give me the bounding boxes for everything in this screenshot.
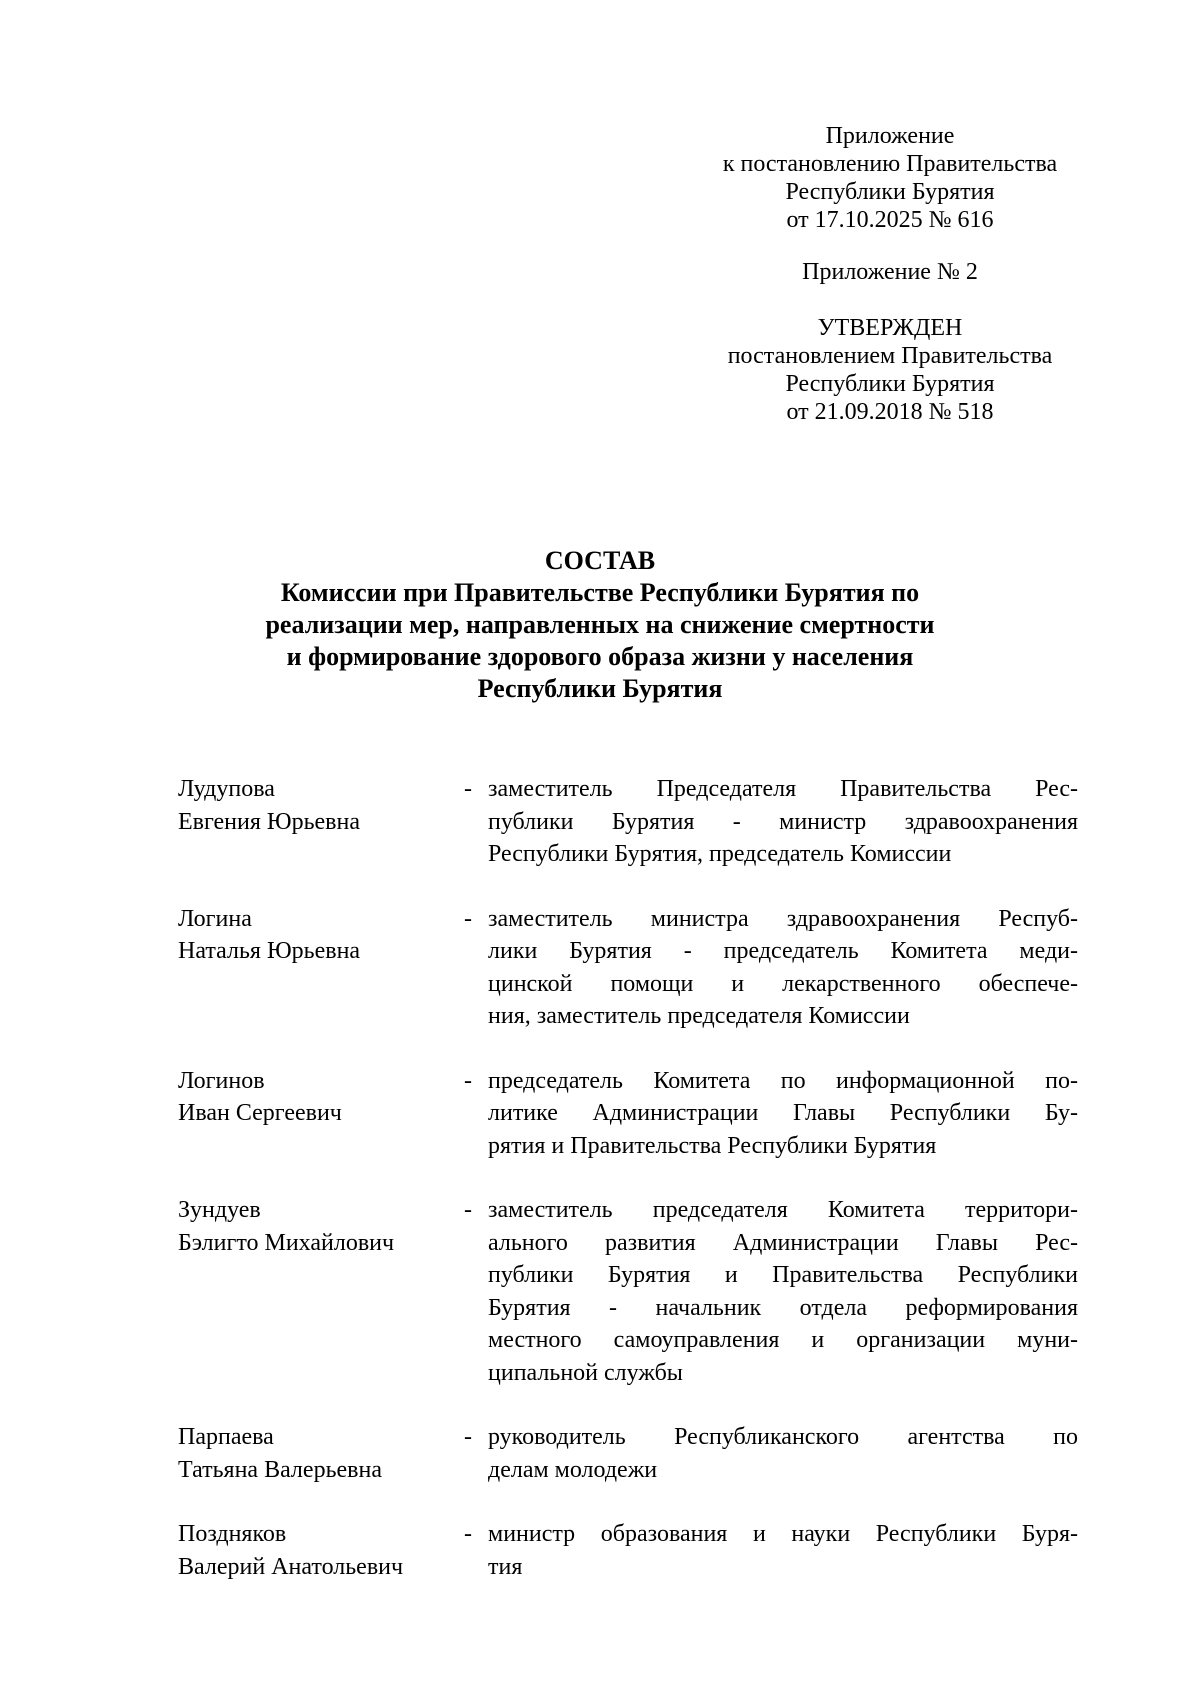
approval-line: УТВЕРЖДЕН: [817, 315, 963, 341]
appendix-header: [690, 122, 1090, 234]
member-name: [178, 1518, 458, 1583]
role-line: председатель Комитета по информационной по-: [488, 1067, 1078, 1094]
role-line: литике Администрации Главы Республики Бу-: [488, 1100, 1078, 1126]
role-line: рятия и Правительства Республики Бурятия: [488, 1132, 937, 1159]
member-given-name: Бэлигто Михайлович: [178, 1229, 395, 1256]
member-role: [488, 903, 1078, 1033]
member-dash: -: [464, 1521, 472, 1547]
approval-stamp: [690, 314, 1090, 426]
approval-line: Республики Бурятия: [785, 371, 995, 397]
appendix-header-line: Республики Бурятия: [785, 179, 995, 205]
role-line: ципальной службы: [488, 1359, 683, 1386]
appendix-header-line: Приложение: [825, 123, 955, 149]
role-line: руководитель Республиканского агентства по: [488, 1424, 1078, 1450]
member-given-name: Наталья Юрьевна: [178, 938, 361, 964]
title-line: Комиссии при Правительстве Республики Бурятия по: [280, 578, 920, 607]
role-line: делам молодежи: [488, 1456, 658, 1483]
title-line: СОСТАВ: [544, 546, 656, 575]
document-title: [150, 545, 1050, 705]
member-name: [178, 1194, 458, 1259]
member-role: [488, 1518, 1078, 1583]
member-given-name: Иван Сергеевич: [178, 1100, 342, 1126]
role-line: министр образования и науки Республики Буря-: [488, 1521, 1078, 1547]
member-dash: -: [464, 1197, 472, 1223]
role-line: публики Бурятия и Правительства Республики: [488, 1262, 1078, 1288]
approval-line: от 21.09.2018 № 518: [786, 399, 994, 425]
member-role: [488, 1194, 1078, 1389]
member-entry: [178, 903, 1078, 1033]
approval-line: постановлением Правительства: [727, 343, 1053, 369]
member-name: [178, 1421, 458, 1486]
role-line: цинской помощи и лекарственного обеспече-: [488, 970, 1078, 997]
member-given-name: Евгения Юрьевна: [178, 808, 360, 835]
role-line: Бурятия - начальник отдела реформирования: [488, 1294, 1078, 1321]
member-dash: -: [464, 1424, 472, 1450]
role-line: ния, заместитель председателя Комиссии: [488, 1003, 910, 1029]
appendix-header-line: от 17.10.2025 № 616: [786, 207, 994, 233]
member-dash: -: [464, 1067, 472, 1094]
member-role: [488, 1065, 1078, 1163]
member-role: [488, 773, 1078, 871]
member-surname: Парпаева: [178, 1424, 274, 1450]
role-line: лики Бурятия - председатель Комитета меди-: [488, 938, 1078, 964]
member-name: [178, 1065, 458, 1130]
member-entry: [178, 1518, 1078, 1583]
member-name: [178, 903, 458, 968]
role-line: тия: [488, 1553, 523, 1580]
role-line: публики Бурятия - министр здравоохранения: [488, 808, 1078, 835]
role-line: заместитель председателя Комитета территори-: [488, 1197, 1078, 1223]
appendix-number-text: Приложение № 2: [802, 259, 978, 285]
member-surname: Поздняков: [178, 1521, 287, 1547]
member-dash: -: [464, 776, 472, 802]
role-line: ального развития Администрации Главы Рес-: [488, 1229, 1078, 1256]
member-surname: Логина: [178, 905, 252, 932]
member-given-name: Татьяна Валерьевна: [178, 1456, 382, 1483]
member-entry: [178, 1421, 1078, 1486]
member-entry: [178, 1194, 1078, 1389]
title-line: реализации мер, направленных на снижение смертности: [265, 610, 935, 639]
role-line: заместитель Председателя Правительства Рес-: [488, 776, 1078, 802]
member-entry: [178, 1065, 1078, 1163]
appendix-number: [690, 258, 1090, 286]
commission-members-list: [178, 773, 1078, 1615]
role-line: Республики Бурятия, председатель Комиссии: [488, 841, 952, 867]
appendix-header-line: к постановлению Правительства: [722, 151, 1058, 177]
role-line: заместитель министра здравоохранения Респуб-: [488, 905, 1078, 932]
role-line: местного самоуправления и организации муни-: [488, 1327, 1078, 1353]
member-role: [488, 1421, 1078, 1486]
member-surname: Логинов: [178, 1067, 265, 1094]
member-surname: Зундуев: [178, 1197, 261, 1223]
title-line: Республики Бурятия: [477, 674, 723, 703]
member-given-name: Валерий Анатольевич: [178, 1553, 404, 1580]
member-dash: -: [464, 905, 472, 932]
member-surname: Лудупова: [178, 776, 275, 802]
member-entry: [178, 773, 1078, 871]
member-name: [178, 773, 458, 838]
title-line: и формирование здорового образа жизни у населения: [286, 642, 914, 671]
